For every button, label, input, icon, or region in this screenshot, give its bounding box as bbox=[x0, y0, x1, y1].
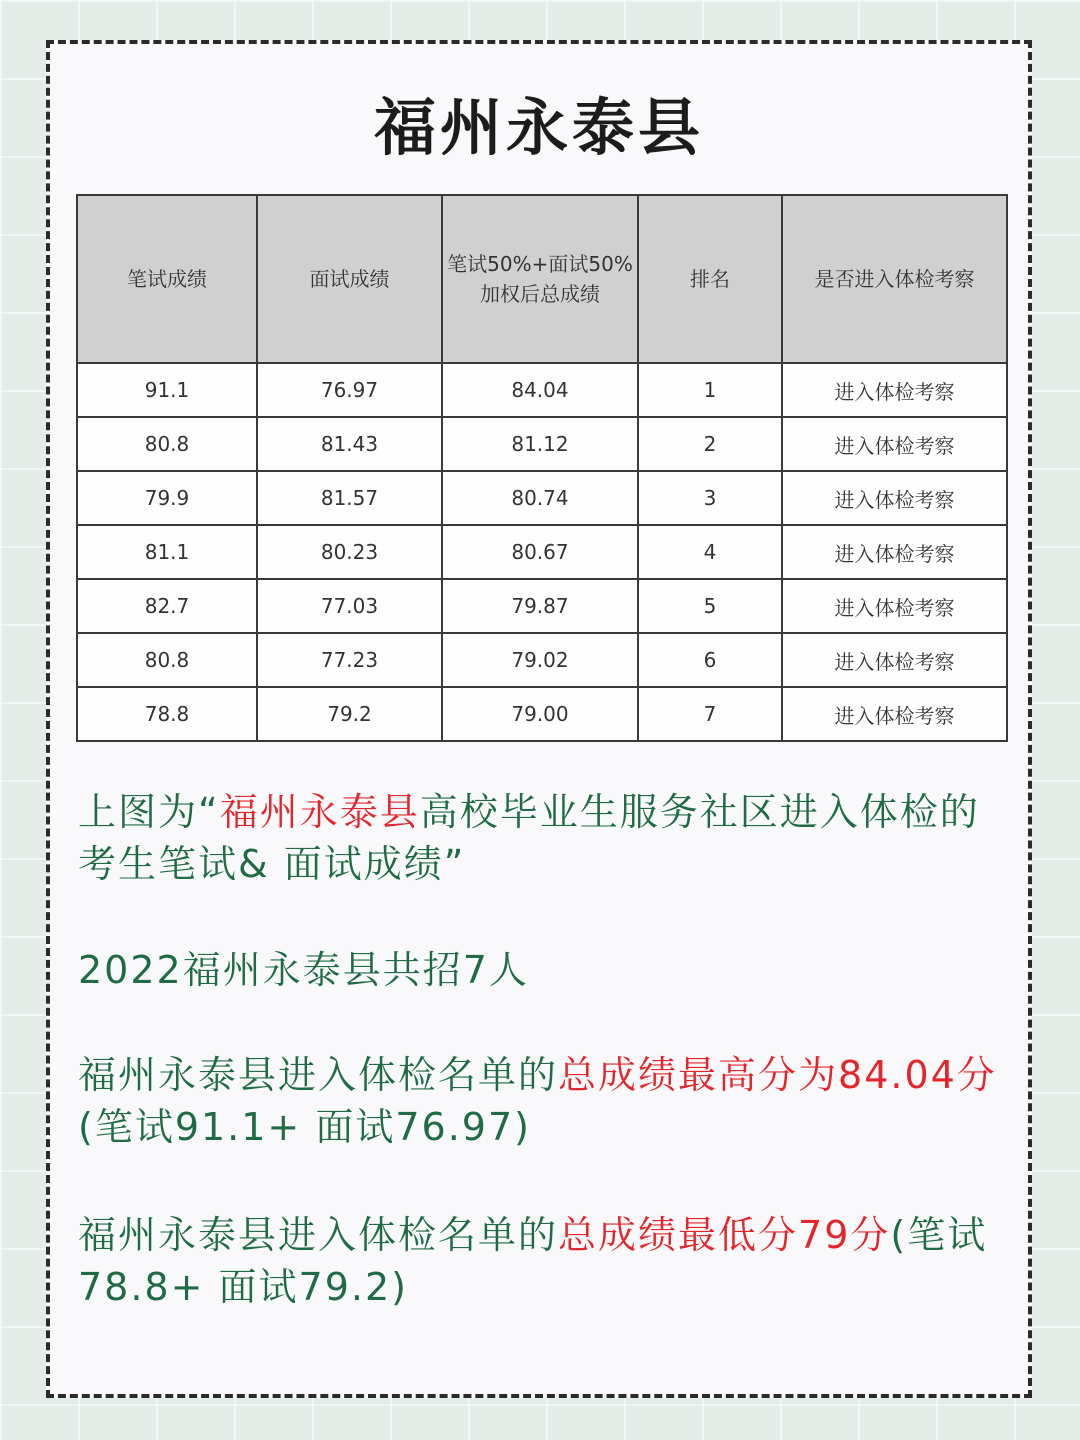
cell-physical-exam: 进入体检考察 bbox=[782, 417, 1007, 471]
cell-physical-exam: 进入体检考察 bbox=[782, 633, 1007, 687]
header-interview-score: 面试成绩 bbox=[257, 195, 442, 363]
cell-weighted-total: 79.87 bbox=[442, 579, 638, 633]
lowest-prefix: 福州永泰县进入体检名单的 bbox=[78, 1213, 559, 1257]
paragraph-lowest-score bbox=[78, 1209, 1008, 1313]
intro-prefix: 上图为“ bbox=[78, 790, 220, 834]
intro-suffix: 高校毕业生服务社区进入体检的考生笔试& 面试成绩” bbox=[78, 790, 980, 886]
cell-interview-score: 79.2 bbox=[257, 687, 442, 741]
cell-rank: 2 bbox=[638, 417, 782, 471]
cell-rank: 3 bbox=[638, 471, 782, 525]
paragraph-highest-score bbox=[78, 1049, 1008, 1153]
header-written-score: 笔试成绩 bbox=[77, 195, 257, 363]
cell-physical-exam: 进入体检考察 bbox=[782, 525, 1007, 579]
cell-rank: 4 bbox=[638, 525, 782, 579]
lowest-breakdown: (笔试78.8+ 面试79.2) bbox=[78, 1213, 988, 1309]
cell-written-score: 79.9 bbox=[77, 471, 257, 525]
cell-written-score: 80.8 bbox=[77, 633, 257, 687]
cell-interview-score: 77.03 bbox=[257, 579, 442, 633]
intro-county: 福州永泰县 bbox=[219, 790, 420, 834]
page-title bbox=[352, 90, 726, 166]
cell-rank: 7 bbox=[638, 687, 782, 741]
table-row bbox=[77, 363, 1007, 417]
content-card bbox=[46, 40, 1032, 1398]
table-row bbox=[77, 525, 1007, 579]
cell-weighted-total: 81.12 bbox=[442, 417, 638, 471]
cell-weighted-total: 79.02 bbox=[442, 633, 638, 687]
paragraph-hiring-count bbox=[78, 944, 1008, 996]
cell-written-score: 78.8 bbox=[77, 687, 257, 741]
highest-value: 总成绩最高分为84.04分 bbox=[558, 1053, 997, 1097]
cell-rank: 1 bbox=[638, 363, 782, 417]
cell-physical-exam: 进入体检考察 bbox=[782, 687, 1007, 741]
cell-weighted-total: 84.04 bbox=[442, 363, 638, 417]
header-physical-exam: 是否进入体检考察 bbox=[782, 195, 1007, 363]
cell-weighted-total: 79.00 bbox=[442, 687, 638, 741]
cell-interview-score: 76.97 bbox=[257, 363, 442, 417]
cell-written-score: 82.7 bbox=[77, 579, 257, 633]
table-row bbox=[77, 579, 1007, 633]
table-row bbox=[77, 417, 1007, 471]
page-title-text: 福州永泰县 bbox=[373, 91, 704, 164]
header-weighted-total: 笔试50%+面试50% 加权后总成绩 bbox=[442, 195, 638, 363]
title-wrap bbox=[50, 90, 1028, 166]
table-row bbox=[77, 633, 1007, 687]
cell-weighted-total: 80.74 bbox=[442, 471, 638, 525]
cell-interview-score: 80.23 bbox=[257, 525, 442, 579]
scores-table bbox=[76, 194, 1008, 742]
table-row bbox=[77, 687, 1007, 741]
cell-interview-score: 81.43 bbox=[257, 417, 442, 471]
highest-prefix: 福州永泰县进入体检名单的 bbox=[78, 1053, 559, 1097]
cell-rank: 6 bbox=[638, 633, 782, 687]
header-rank: 排名 bbox=[638, 195, 782, 363]
cell-weighted-total: 80.67 bbox=[442, 525, 638, 579]
cell-physical-exam: 进入体检考察 bbox=[782, 471, 1007, 525]
cell-written-score: 81.1 bbox=[77, 525, 257, 579]
cell-interview-score: 81.57 bbox=[257, 471, 442, 525]
table-row bbox=[77, 471, 1007, 525]
paragraph-intro bbox=[78, 786, 1008, 890]
cell-rank: 5 bbox=[638, 579, 782, 633]
hiring-count-text: 2022福州永泰县共招7人 bbox=[78, 948, 529, 992]
highest-breakdown: (笔试91.1+ 面试76.97) bbox=[78, 1105, 531, 1149]
table-header-row bbox=[77, 195, 1007, 363]
lowest-value: 总成绩最低分79分 bbox=[558, 1213, 891, 1257]
cell-physical-exam: 进入体检考察 bbox=[782, 579, 1007, 633]
cell-physical-exam: 进入体检考察 bbox=[782, 363, 1007, 417]
cell-interview-score: 77.23 bbox=[257, 633, 442, 687]
cell-written-score: 91.1 bbox=[77, 363, 257, 417]
cell-written-score: 80.8 bbox=[77, 417, 257, 471]
